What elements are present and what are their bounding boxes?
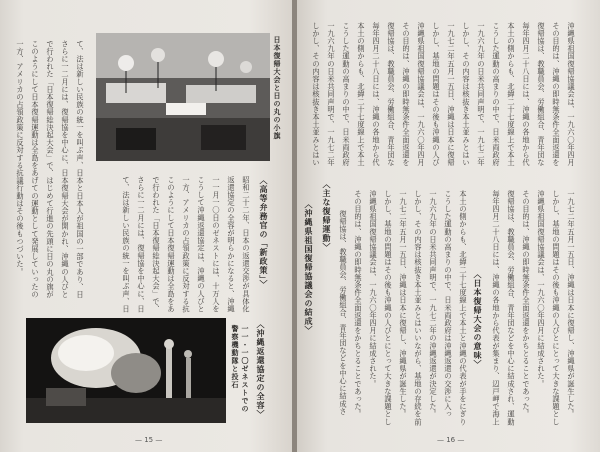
text-column: 沖縄県祖国復帰協議会は、一九六〇年四月 bbox=[567, 22, 576, 167]
text-column: 復帰協は、教職員会、労働組合、青年団などを中心に結成さ bbox=[339, 210, 348, 416]
text-column: 一九六九年の日米共同声明で、一九七二年 bbox=[327, 22, 336, 167]
text-column: 一九七二年五月一五日、沖縄は日本に復帰 bbox=[447, 22, 456, 167]
text-column: 復帰協は、教職員会、労働組合、青年団な bbox=[387, 22, 396, 167]
text-column: 昭和二十二年、日本の返還交渉が具体化 bbox=[242, 176, 251, 313]
text-column: 毎年四月二十八日には、沖縄の各地から代 bbox=[372, 22, 381, 167]
text-column: て、法は新しい民族の統一を叫ぶ声、日 bbox=[122, 176, 131, 313]
section-heading: 〈高等弁務官の「新政策」〉 bbox=[259, 176, 269, 289]
text-column: しかし、基地の問題はその後も沖縄の人びとにとって大きな課題とし bbox=[384, 190, 393, 426]
text-column: さらに一二月には、復帰協を中心に、日本復帰大会が開かれ、沖縄の人びと bbox=[61, 40, 70, 299]
text-column: 毎年四月二十八日には、沖縄の各地から代 bbox=[522, 22, 531, 167]
text-column: 復帰協は、教職員会、労働組合、青年団などを中心に結成され、運動 bbox=[507, 190, 516, 426]
page-number: — 15 — bbox=[135, 436, 163, 444]
photo-caption-bottom: 一一・一〇ゼネストでの警察機動隊と投石 bbox=[231, 325, 250, 413]
text-column: 一方、アメリカの占領政策に反対する抗議行動はその後もつづいた。 bbox=[16, 40, 25, 276]
text-column: 復帰協は、教職員会、労働組合、青年団な bbox=[537, 22, 546, 167]
text-column: て、法は新しい民族の統一を叫ぶ声、日本と日本人が祖国の一部であり、日 bbox=[76, 40, 85, 299]
text-column: しかし、その内容は核抜き本土並みとはい bbox=[462, 22, 471, 167]
text-column: しかし、基地の問題はその後も沖縄の人び bbox=[432, 22, 441, 167]
text-column: その目的は、沖縄の即時無条件全面返還を bbox=[552, 22, 561, 167]
text-column: さらに一二月には、復帰協を中心に、日 bbox=[137, 176, 146, 313]
page-number: — 16 — bbox=[437, 436, 465, 444]
left-page bbox=[0, 0, 293, 452]
text-column: このようにして日本復帰運動は全島をあげての運動として発展していったの bbox=[31, 40, 40, 299]
text-column: 一方、アメリカの占領政策に反対する抗 bbox=[182, 176, 191, 313]
text-column: 一九七二年五月一五日、沖縄は日本に復帰し、沖縄県が誕生した。 bbox=[399, 190, 408, 418]
photo-caption-top: 日本復帰大会と日の丸の小旗 bbox=[273, 36, 282, 140]
text-column: 一一月一〇日のゼネストには、十万人を bbox=[212, 176, 221, 313]
section-heading: 〈主な復帰運動〉 bbox=[322, 180, 332, 252]
text-column: しかし、基地の問題はその後も沖縄の人びとにとって大きな課題とし bbox=[552, 190, 561, 426]
riot-photo bbox=[26, 318, 226, 423]
text-column: で行われた「日本復帰総決起大会」で、 bbox=[152, 176, 161, 313]
text-column: しかし、その内容は核抜き本土並みとはいいながら、基地の存続を前 bbox=[414, 190, 423, 426]
text-column: で行われた「日本復帰総決起大会」で、はじめて行進の先頭に日の丸の旗が bbox=[46, 40, 55, 299]
text-column: 一九六九年の日米共同声明で、一九七二年 bbox=[477, 22, 486, 167]
text-column: 本土の側からも、北緯二十七度線上で本土 bbox=[357, 22, 366, 167]
text-column: しかし、その内容は核抜き本土並みとはい bbox=[312, 22, 321, 167]
text-column: こうした運動の高まりの中で、日米両政府 bbox=[342, 22, 351, 167]
text-column: 本土の側からも、北緯二十七度線上で本土と沖縄の代表が手をにぎり bbox=[459, 190, 468, 426]
section-heading: 〈日本復帰大会の意味〉 bbox=[473, 270, 483, 369]
text-column: 一九六九年の日米共同声明で、一九七二年の沖縄返還が決定した。 bbox=[429, 190, 438, 418]
text-column: 沖縄県祖国復帰協議会は、一九六〇年四月に結成された。 bbox=[369, 190, 378, 388]
section-heading: 〈沖縄返還協定の全容〉 bbox=[256, 320, 266, 419]
text-column: こうした運動の高まりの中で、日米両政府は沖縄返還の交渉に入っ bbox=[444, 190, 453, 418]
text-column: 沖縄県祖国復帰協議会は、一九六〇年四月 bbox=[417, 22, 426, 167]
text-column: 一九七二年五月一五日、沖縄は日本に復帰し、沖縄県が誕生した。 bbox=[567, 190, 576, 418]
text-column: その目的は、沖縄の即時無条件全面返還をかちとることであった。 bbox=[354, 190, 363, 418]
right-page bbox=[297, 0, 600, 452]
text-column: 毎年四月二十八日には、沖縄の各地から代表が集まり、辺戸岬で海上 bbox=[492, 190, 501, 426]
text-column: こうした運動の高まりの中で、日米両政府 bbox=[492, 22, 501, 167]
section-heading: 〈沖縄県祖国復帰協議会の結成〉 bbox=[304, 200, 314, 335]
text-column: こうして沖縄返還協定は、沖縄の人びと bbox=[197, 176, 206, 313]
rally-photo bbox=[96, 33, 270, 161]
text-column: 本土の側からも、北緯二十七度線上で本土 bbox=[507, 22, 516, 167]
text-column: 沖縄県祖国復帰協議会は、一九六〇年四月に結成された。 bbox=[537, 190, 546, 388]
text-column: 返還協定の全容が明らかになると、沖縄 bbox=[227, 176, 236, 313]
text-column: その目的は、沖縄の即時無条件全面返還を bbox=[402, 22, 411, 167]
text-column: このようにして日本復帰運動は全島をあ bbox=[167, 176, 176, 313]
text-column: その目的は、沖縄の即時無条件全面返還をかちとることであった。 bbox=[522, 190, 531, 418]
